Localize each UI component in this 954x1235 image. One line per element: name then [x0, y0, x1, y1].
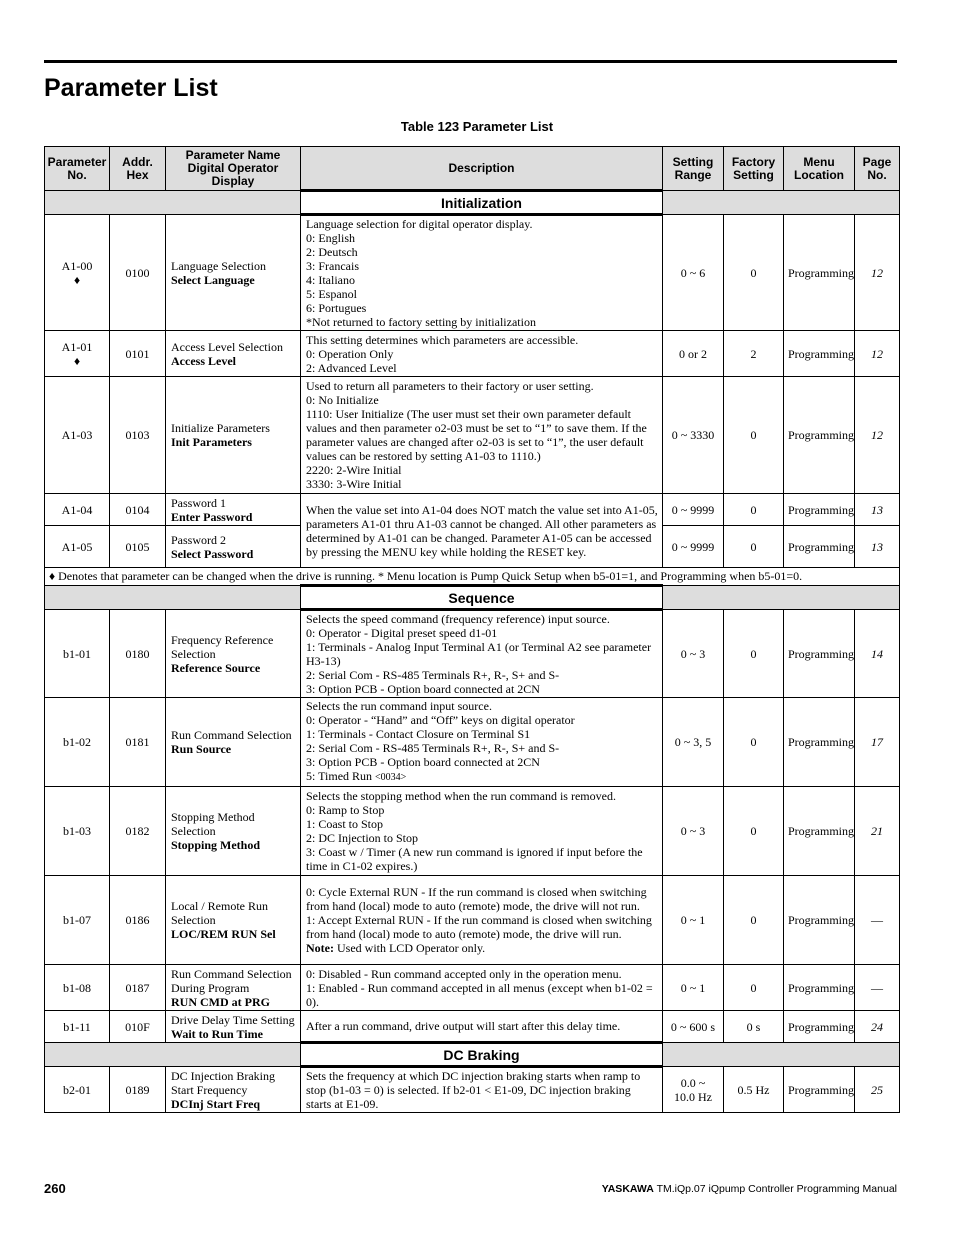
page-cell: 21 [855, 787, 900, 876]
section-title: DC Braking [301, 1043, 663, 1067]
description-cell [301, 876, 663, 965]
description-cell: Selects the stopping method when the run command is removed. 0: Ramp to Stop 1: Coast to Stop 2: DC Injection to Stop 3: Coast w / Timer (A new run command is ignored if input before the time in C1-02 expires.) [301, 787, 663, 876]
header-setting-range: Setting Range [663, 147, 724, 191]
menu-cell: Programming [784, 876, 855, 965]
run-change-mark: ♦ [73, 272, 81, 287]
factory-cell: 0 [724, 787, 784, 876]
operator-display: Access Level [171, 353, 236, 368]
factory-cell: 0 [724, 698, 784, 787]
param-name: Access Level Selection [171, 339, 283, 354]
factory-cell: 0 [724, 610, 784, 698]
description-cell: Used to return all parameters to their factory or user setting. 0: No Initialize 1110: User Initialize (The user must set their own parameter default values and then parameter o2-03 must be set to “1” to save them. If the parameter values are changed after o2-03 is set to “1”, the user default values can be restored by setting A1-03 to 1110.) 2220: 2-Wire Initial 3330: 3-Wire Initial [301, 377, 663, 494]
table-row [45, 215, 900, 331]
param-name: Initialize Parameters [171, 421, 270, 435]
section-title: Sequence [301, 586, 663, 610]
param-no: A1-00 [61, 258, 93, 273]
menu-cell: Programming [784, 1067, 855, 1113]
header-description: Description [301, 147, 663, 191]
param-name-cell [166, 876, 301, 965]
description-cell: Selects the speed command (frequency reference) input source. 0: Operator - Digital preset speed d1-01 1: Terminals - Analog Input Terminal A1 (or Terminal A2 see parameter H3-13) 2: Serial Com - RS-485 Terminals R+, R-, S+ and S- 3: Option PCB - Option board connected at 2CN [301, 610, 663, 698]
param-name-cell [166, 526, 301, 568]
param-no-cell: b1-02 [45, 698, 110, 787]
param-no: A1-01 [61, 339, 93, 354]
table-row [45, 331, 900, 377]
table-row [45, 787, 900, 876]
param-name-cell [166, 215, 301, 331]
param-name-cell [166, 494, 301, 526]
operator-display: DCInj Start Freq [171, 1096, 261, 1111]
menu-cell: Programming [784, 610, 855, 698]
operator-display: Stopping Method [171, 838, 261, 852]
description-cell [301, 698, 663, 787]
param-no-cell: b1-03 [45, 787, 110, 876]
param-name-cell [166, 965, 301, 1011]
revision-tag: <0034> [375, 772, 407, 783]
page-cell: 13 [855, 526, 900, 568]
factory-cell: 0 [724, 965, 784, 1011]
factory-cell: 0 [724, 377, 784, 494]
param-name: Drive Delay Time Setting [171, 1012, 295, 1027]
page-cell: — [855, 965, 900, 1011]
menu-cell: Programming [784, 1011, 855, 1043]
param-name-cell [166, 1011, 301, 1043]
header-page-no: Page No. [855, 147, 900, 191]
param-no-cell [45, 331, 110, 377]
page-cell: 13 [855, 494, 900, 526]
note-text: Used with LCD Operator only. [333, 941, 486, 955]
page-cell: 12 [855, 377, 900, 494]
menu-cell: Programming [784, 494, 855, 526]
param-name-cell [166, 610, 301, 698]
table-row [45, 1067, 900, 1113]
range-cell: 0 ~ 600 s [663, 1011, 724, 1043]
addr-cell: 0186 [110, 876, 166, 965]
param-name: Password 1 [171, 495, 227, 510]
description-text: 0: Cycle External RUN - If the run command is closed when switching from hand (local) mode to auto (remote) mode, the drive will not run. 1: Accept External RUN - If the run command is closed when switching from hand (local) mode to auto (remote) mode, the drive will run. [306, 885, 652, 941]
range-cell: 0 ~ 3330 [663, 377, 724, 494]
addr-cell: 010F [110, 1011, 166, 1043]
run-change-mark: ♦ [73, 353, 81, 368]
operator-display: Enter Password [171, 509, 253, 524]
table-caption: Table 123 Parameter List [400, 119, 554, 134]
page-cell: 17 [855, 698, 900, 787]
param-no-cell: b2-01 [45, 1067, 110, 1113]
description-text: Selects the run command input source. 0: Operator - “Hand” and “Off” keys on digital operator 1: Terminals - Contact Closure on Terminal S1 2: Serial Com - RS-485 Terminals R+, R-, S+ and S- 3: Option PCB - Option board connected at 2CN 5: Timed Run [306, 699, 575, 783]
range-cell: 0 ~ 9999 [663, 494, 724, 526]
operator-display: Wait to Run Time [171, 1026, 263, 1041]
param-name-cell [166, 1067, 301, 1113]
page-cell: 14 [855, 610, 900, 698]
header-factory-setting: Factory Setting [724, 147, 784, 191]
param-name: Language Selection [171, 258, 266, 273]
footer-manual-title [602, 1183, 897, 1195]
addr-cell: 0189 [110, 1067, 166, 1113]
operator-display: Select Language [171, 272, 255, 287]
factory-cell: 2 [724, 331, 784, 377]
menu-cell: Programming [784, 215, 855, 331]
table-note: ♦ Denotes that parameter can be changed when the drive is running. * Menu location is Pump Quick Setup when b5-01=1, and Programming when b5-01=0. [45, 568, 900, 586]
operator-display: Select Password [171, 546, 254, 561]
factory-cell: 0 [724, 526, 784, 568]
range-cell: 0.0 ~ 10.0 Hz [663, 1067, 724, 1113]
page-cell: 12 [855, 215, 900, 331]
param-name-cell [166, 698, 301, 787]
param-no-cell: A1-04 [45, 494, 110, 526]
param-name: Local / Remote Run Selection [171, 899, 268, 927]
addr-cell: 0187 [110, 965, 166, 1011]
footer-brand: YASKAWA [601, 1183, 654, 1195]
param-name: Password 2 [171, 532, 227, 547]
header-param-name: Parameter Name Digital Operator Display [166, 147, 301, 191]
table-row [45, 494, 900, 526]
menu-cell: Programming [784, 965, 855, 1011]
header-addr-hex: Addr. Hex [110, 147, 166, 191]
param-name-cell [166, 787, 301, 876]
footer-text: TM.iQp.07 iQpump Controller Programming Manual [656, 1183, 897, 1195]
range-cell: 0 ~ 1 [663, 876, 724, 965]
section-title: Initialization [301, 191, 663, 215]
section-row-dc-braking [45, 1043, 900, 1067]
param-name-cell [166, 377, 301, 494]
description-cell: This setting determines which parameters are accessible. 0: Operation Only 2: Advanced Level [301, 331, 663, 377]
range-cell: 0 ~ 6 [663, 215, 724, 331]
operator-display: Reference Source [171, 660, 261, 675]
operator-display: RUN CMD at PRG [171, 994, 270, 1009]
param-name: DC Injection Braking Start Frequency [171, 1068, 275, 1097]
addr-cell: 0182 [110, 787, 166, 876]
menu-cell: Programming [784, 377, 855, 494]
param-no-cell: A1-05 [45, 526, 110, 568]
param-no-cell: b1-11 [45, 1011, 110, 1043]
addr-cell: 0104 [110, 494, 166, 526]
menu-cell: Programming [784, 526, 855, 568]
factory-cell: 0.5 Hz [724, 1067, 784, 1113]
page-cell: 25 [855, 1067, 900, 1113]
table-row [45, 876, 900, 965]
page-cell: — [855, 876, 900, 965]
param-no-cell: b1-08 [45, 965, 110, 1011]
table-row [45, 1011, 900, 1043]
description-cell: After a run command, drive output will start after this delay time. [301, 1011, 663, 1043]
addr-cell: 0103 [110, 377, 166, 494]
param-no-cell: b1-01 [45, 610, 110, 698]
param-no-cell [45, 215, 110, 331]
description-cell: 0: Disabled - Run command accepted only in the operation menu. 1: Enabled - Run command accepted in all menus (except when b1-02 = 0). [301, 965, 663, 1011]
menu-cell: Programming [784, 698, 855, 787]
header-menu-location: Menu Location [784, 147, 855, 191]
parameter-table [44, 146, 900, 1113]
param-no-cell: A1-03 [45, 377, 110, 494]
operator-display: Run Source [171, 742, 232, 756]
range-cell: 0 ~ 3, 5 [663, 698, 724, 787]
range-cell: 0 ~ 3 [663, 787, 724, 876]
param-name: Run Command Selection During Program [171, 966, 292, 995]
range-cell: 0 or 2 [663, 331, 724, 377]
description-cell: When the value set into A1-04 does NOT match the value set into A1-05, parameters A1-01 thru A1-03 cannot be changed. All other parameters as determined by A1-01 can be changed. Parameter A1-05 can be accessed by pressing the MENU key while holding the RESET key. [301, 494, 663, 568]
param-name-cell [166, 331, 301, 377]
range-cell: 0 ~ 3 [663, 610, 724, 698]
param-name: Run Command Selection [171, 728, 292, 742]
menu-cell: Programming [784, 787, 855, 876]
factory-cell: 0 [724, 494, 784, 526]
table-row [45, 965, 900, 1011]
table-header-row [45, 147, 900, 191]
addr-cell: 0105 [110, 526, 166, 568]
factory-cell: 0 [724, 215, 784, 331]
range-cell: 0 ~ 9999 [663, 526, 724, 568]
range-cell: 0 ~ 1 [663, 965, 724, 1011]
page-title: Parameter List [44, 74, 218, 102]
param-name: Stopping Method Selection [171, 810, 255, 838]
param-no-cell: b1-07 [45, 876, 110, 965]
table-row [45, 610, 900, 698]
page-cell: 12 [855, 331, 900, 377]
param-name: Frequency Reference Selection [171, 632, 274, 661]
addr-cell: 0181 [110, 698, 166, 787]
operator-display: Init Parameters [171, 435, 252, 449]
addr-cell: 0101 [110, 331, 166, 377]
factory-cell: 0 [724, 876, 784, 965]
operator-display: LOC/REM RUN Sel [171, 927, 276, 941]
table-note-row [45, 568, 900, 586]
table-row [45, 698, 900, 787]
menu-cell: Programming [784, 331, 855, 377]
description-cell: Language selection for digital operator display. 0: English 2: Deutsch 3: Francais 4: Italiano 5: Espanol 6: Portugues *Not returned to factory setting by initialization [301, 215, 663, 331]
description-cell: Sets the frequency at which DC injection braking starts when ramp to stop (b1-03 = 0) is selected. If b2-01 < E1-09, DC injection braking starts at E1-09. [301, 1067, 663, 1113]
note-label: Note: [306, 941, 334, 955]
addr-cell: 0100 [110, 215, 166, 331]
header-param-no: Parameter No. [45, 147, 110, 191]
section-row-initialization [45, 191, 900, 215]
section-row-sequence [45, 586, 900, 610]
factory-cell: 0 s [724, 1011, 784, 1043]
addr-cell: 0180 [110, 610, 166, 698]
table-row [45, 377, 900, 494]
page-cell: 24 [855, 1011, 900, 1043]
top-rule [44, 60, 897, 63]
page-number: 260 [44, 1181, 66, 1196]
